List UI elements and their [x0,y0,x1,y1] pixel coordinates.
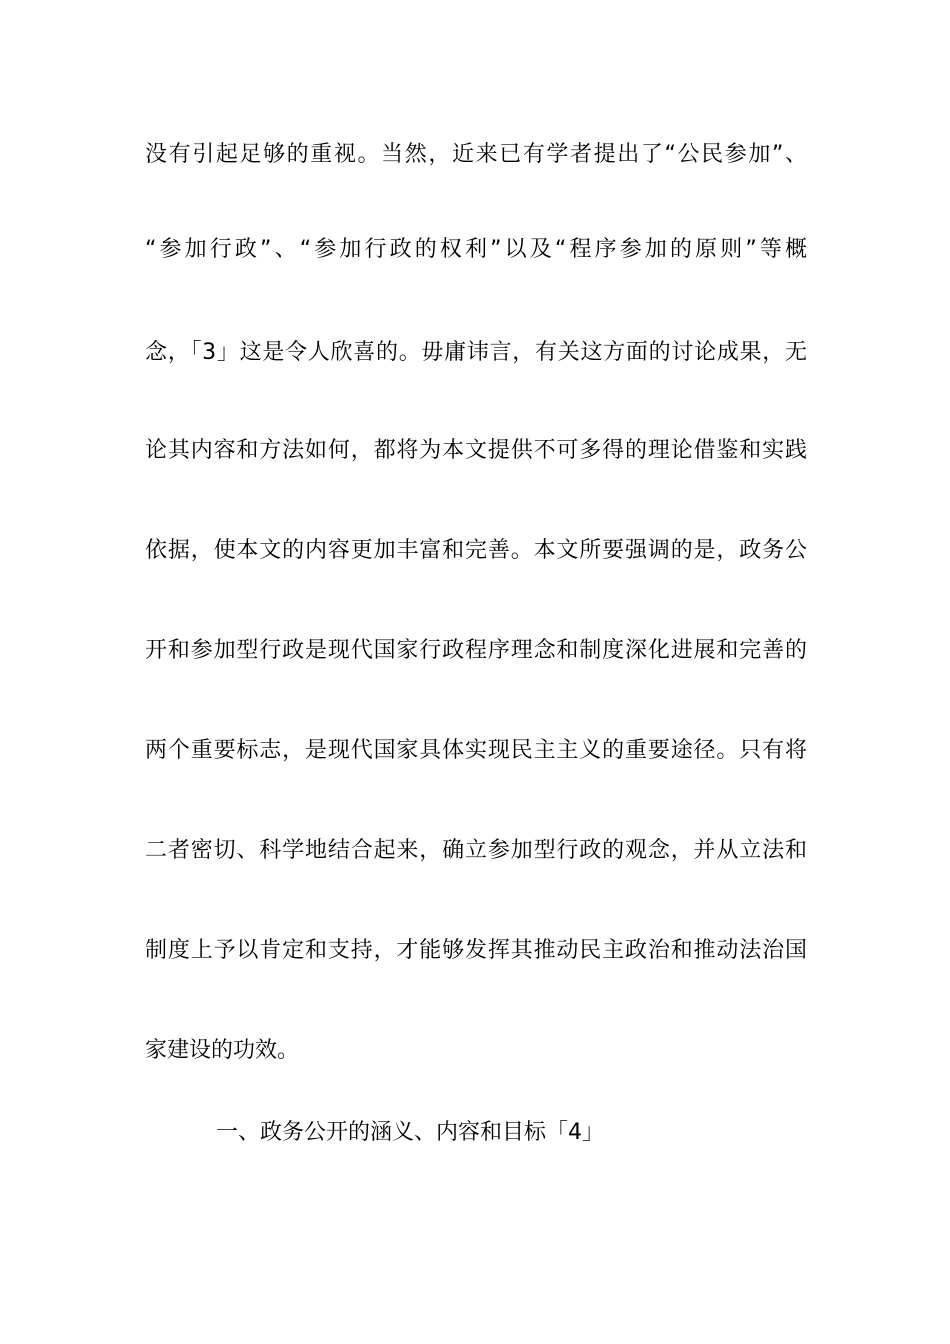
paragraph-line: 开和参加型行政是现代国家行政程序理念和制度深化进展和完善的 [145,638,807,663]
paragraph-line: 依据，使本文的内容更加丰富和完善。本文所要强调的是，政务公 [145,538,807,563]
paragraph-line: 二者密切、科学地结合起来，确立参加型行政的观念，并从立法和 [145,838,807,863]
paragraph-line: “参加行政”、“参加行政的权利”以及“程序参加的原则”等概 [145,237,807,262]
paragraph-line: 两个重要标志，是现代国家具体实现民主主义的重要途径。只有将 [145,738,807,763]
paragraph-line: 制度上予以肯定和支持，才能够发挥其推动民主政治和推动法治国 [145,938,807,963]
paragraph-line: 家建设的功效。 [145,1038,300,1063]
paragraph-line: 念，「3」这是令人欣喜的。毋庸讳言，有关这方面的讨论成果，无 [145,340,807,365]
paragraph-line: 没有引起足够的重视。当然，近来已有学者提出了“公民参加”、 [145,142,807,167]
section-heading: 一、政务公开的涵义、内容和目标「4」 [216,1120,604,1145]
paragraph-line: 论其内容和方法如何，都将为本文提供不可多得的理论借鉴和实践 [145,438,807,463]
